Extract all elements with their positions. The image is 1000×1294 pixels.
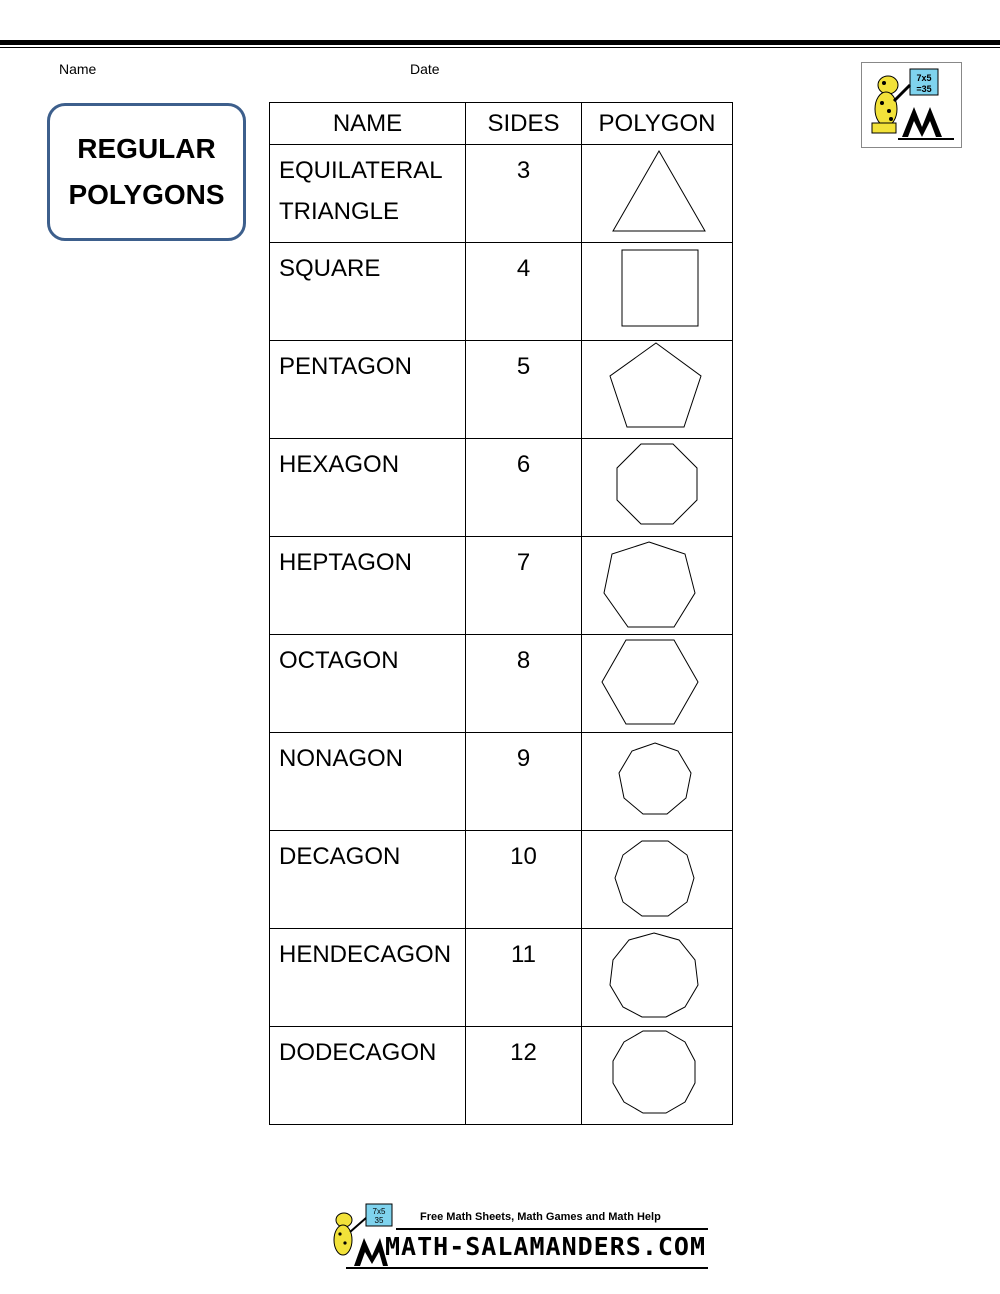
table-row xyxy=(270,145,733,243)
row-name-line-1: EQUILATERAL xyxy=(279,157,443,184)
row-sides: 11 xyxy=(466,929,582,1027)
worksheet-title-box xyxy=(47,103,246,241)
row-name-line-1: HEPTAGON xyxy=(279,549,412,576)
table-row xyxy=(270,831,733,929)
header-name: NAME xyxy=(270,103,466,145)
row-name xyxy=(270,341,466,439)
table-row xyxy=(270,439,733,537)
row-name-line-1: HEXAGON xyxy=(279,451,400,478)
heptagon-shape xyxy=(582,537,733,635)
footer-tagline: Free Math Sheets, Math Games and Math Help xyxy=(420,1211,661,1223)
table-row xyxy=(270,733,733,831)
footer-board-text-2: 35 xyxy=(374,1216,384,1225)
octagon-drawing-shape xyxy=(582,439,733,537)
row-name xyxy=(270,243,466,341)
row-name xyxy=(270,733,466,831)
logo-board-text-2: =35 xyxy=(916,84,932,94)
row-name xyxy=(270,929,466,1027)
row-name-line-1: DODECAGON xyxy=(279,1039,437,1066)
dodecagon-shape xyxy=(582,1027,733,1125)
table-row xyxy=(270,929,733,1027)
row-name-line-1: SQUARE xyxy=(279,255,381,282)
hendecagon-shape xyxy=(582,929,733,1027)
footer-board-text-1: 7x5 xyxy=(372,1207,386,1216)
square-shape xyxy=(582,243,733,341)
triangle-shape xyxy=(582,145,733,243)
row-name-line-1: OCTAGON xyxy=(279,647,399,674)
row-name xyxy=(270,145,466,243)
table-row xyxy=(270,243,733,341)
row-sides: 4 xyxy=(466,243,582,341)
table-row xyxy=(270,1027,733,1125)
row-sides: 10 xyxy=(466,831,582,929)
row-sides: 8 xyxy=(466,635,582,733)
logo-board-text-1: 7x5 xyxy=(916,73,932,83)
pentagon-shape xyxy=(582,341,733,439)
row-name-line-1: DECAGON xyxy=(279,843,401,870)
row-name-line-1: NONAGON xyxy=(279,745,404,772)
row-sides: 6 xyxy=(466,439,582,537)
row-name-line-2: TRIANGLE xyxy=(279,198,400,225)
header-polygon: POLYGON xyxy=(582,103,733,145)
table-header-row xyxy=(270,103,733,145)
nonagon-shape xyxy=(582,733,733,831)
row-name xyxy=(270,439,466,537)
row-sides: 3 xyxy=(466,145,582,243)
row-sides: 9 xyxy=(466,733,582,831)
row-name-line-1: PENTAGON xyxy=(279,353,412,380)
header-sides: SIDES xyxy=(466,103,582,145)
row-name xyxy=(270,1027,466,1125)
hexagon-drawing-shape xyxy=(582,635,733,733)
row-name xyxy=(270,831,466,929)
title-line-1: REGULAR xyxy=(77,133,216,164)
row-name-line-1: HENDECAGON xyxy=(279,941,452,968)
header-rule-thick xyxy=(0,40,1000,45)
date-label: Date xyxy=(410,61,440,77)
table-row xyxy=(270,635,733,733)
header-rule-thin xyxy=(0,47,1000,48)
table-row xyxy=(270,341,733,439)
regular-polygons-table xyxy=(269,102,733,1125)
row-sides: 7 xyxy=(466,537,582,635)
row-sides: 12 xyxy=(466,1027,582,1125)
row-name xyxy=(270,635,466,733)
row-sides: 5 xyxy=(466,341,582,439)
salamander-logo-icon xyxy=(861,62,962,148)
name-label: Name xyxy=(59,61,97,77)
decagon-shape xyxy=(582,831,733,929)
table-row xyxy=(270,537,733,635)
row-name xyxy=(270,537,466,635)
footer-site-name: MATH-SALAMANDERS.COM xyxy=(385,1232,707,1261)
title-line-2: POLYGONS xyxy=(68,179,225,210)
